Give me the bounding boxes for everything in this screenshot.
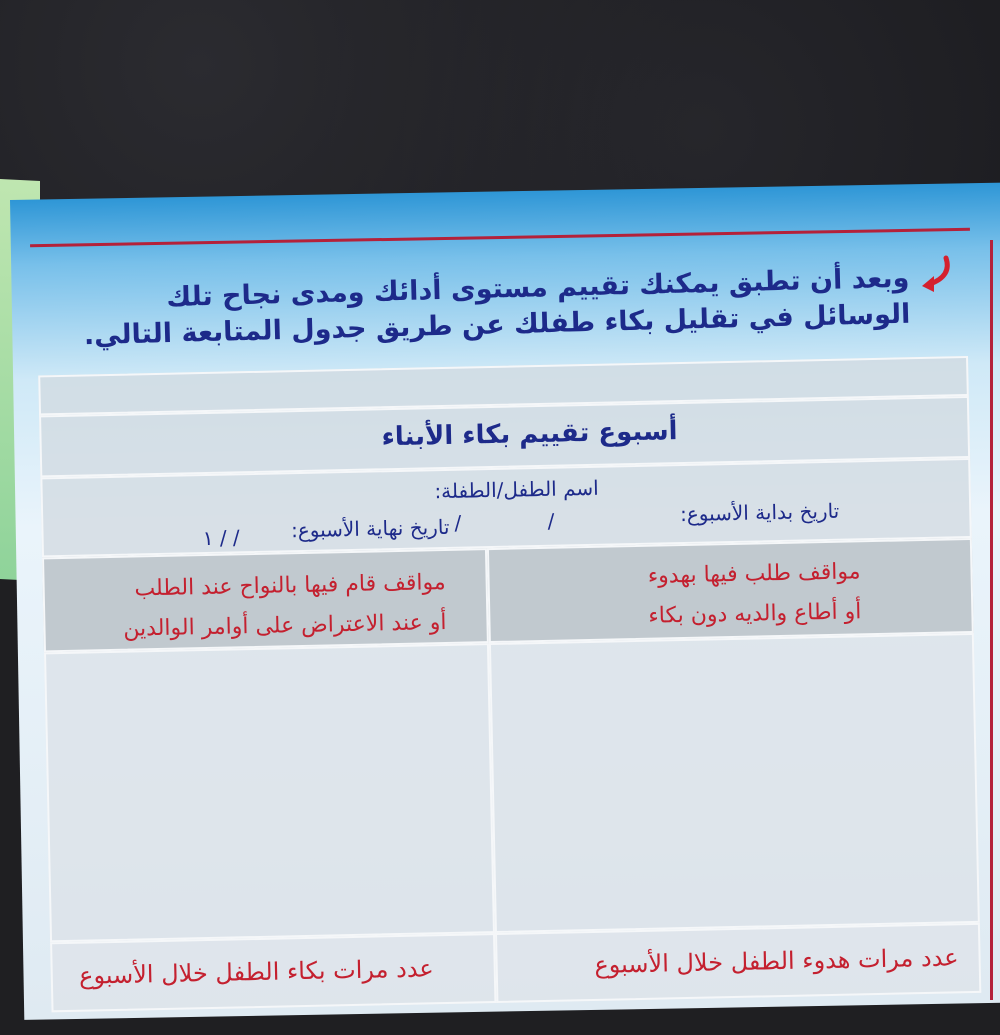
calm-header-line-1: مواقف طلب فيها بهدوء xyxy=(647,559,861,589)
crying-situations-entry-area xyxy=(44,643,495,942)
week-end-label: تاريخ نهاية الأسبوع: xyxy=(290,514,450,543)
calm-header-line-2: أو أطاع والديه دون بكاء xyxy=(648,599,862,629)
crying-count-footer xyxy=(50,933,496,1012)
intro-line-2: الوسائل في تقليل بكاء طفلك عن طريق جدول المتابعة التالي. xyxy=(83,298,911,352)
calm-count-footer xyxy=(495,923,981,1003)
crying-count-label: عدد مرات بكاء الطفل خلال الأسبوع xyxy=(78,954,434,990)
table-title: أسبوع تقييم بكاء الأبناء xyxy=(381,416,678,453)
week-end-date-slashes: / / ١ xyxy=(202,525,240,551)
crying-header-line-1: مواقف قام فيها بالنواح عند الطلب xyxy=(134,569,446,602)
calm-situations-entry-area xyxy=(489,633,980,933)
week-start-label: تاريخ بداية الأسبوع: xyxy=(679,498,840,527)
child-name-label: اسم الطفل/الطفلة: xyxy=(434,475,599,504)
calm-count-label: عدد مرات هدوء الطفل خلال الأسبوع xyxy=(594,943,959,979)
calm-situations-header xyxy=(487,538,974,643)
red-border-right xyxy=(990,240,993,1000)
tracking-table xyxy=(38,356,982,1035)
background-fabric xyxy=(0,0,1000,215)
curved-arrow-icon xyxy=(918,254,954,294)
week-start-date-slashes: / / xyxy=(454,507,595,535)
intro-line-1: وبعد أن تطبق يمكنك تقييم مستوى أدائك ومدى نجاح تلك xyxy=(165,262,910,314)
crying-situations-header xyxy=(42,548,489,652)
crying-header-line-2: أو عند الاعتراض على أوامر الوالدين xyxy=(123,609,447,642)
